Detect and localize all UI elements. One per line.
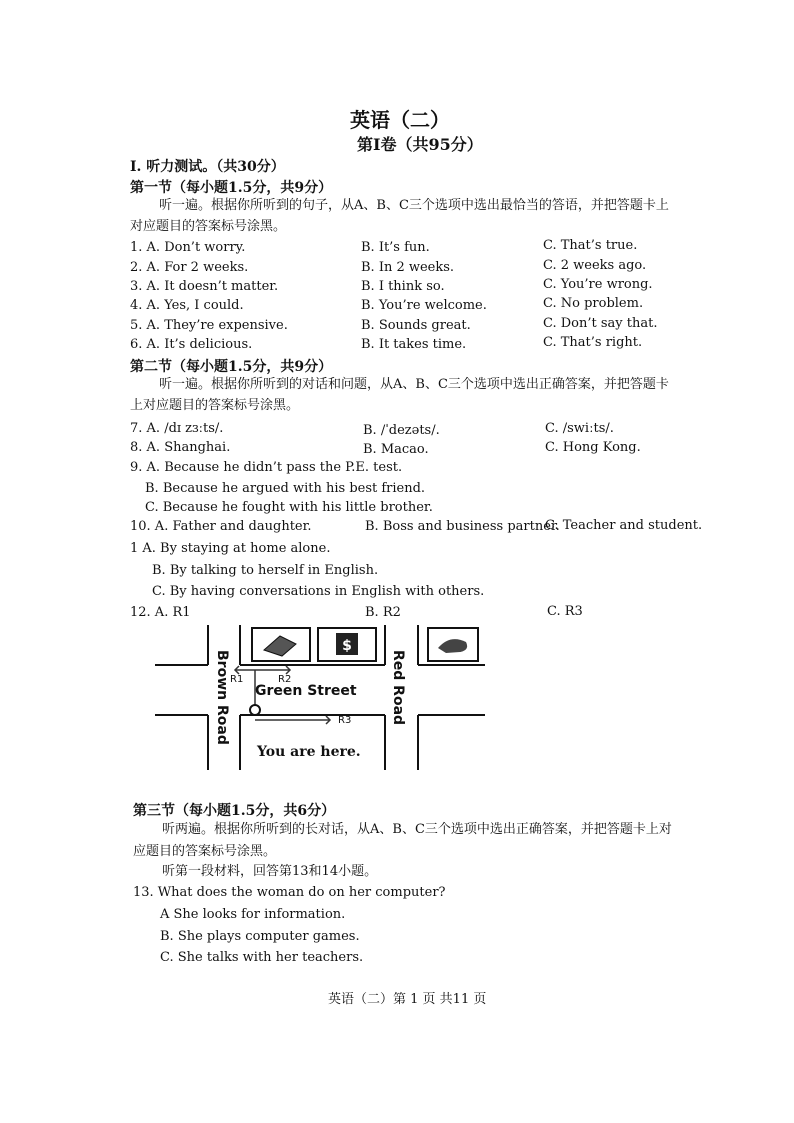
q2-option-b: B. In 2 weeks. — [361, 260, 455, 275]
q12-option-a: 12. A. R1 — [130, 605, 191, 620]
section3-instruction-cont: 应题目的答案标号涂黑。 — [133, 844, 277, 859]
section1-instruction-cont: 对应题目的答案标号涂黑。 — [130, 219, 287, 234]
section3-instruction: 听两遍。根据你所听到的长对话，从A、B、C三个选项中选出正确答案，并把答题卡上对 — [162, 822, 672, 837]
q9-option-b: B. Because he argued with his best friend. — [145, 481, 426, 496]
page-title: 英语（二） — [350, 108, 450, 132]
q10-option-c: C. Teacher and student. — [545, 518, 703, 533]
route-r2-label: R2 — [278, 674, 292, 685]
q3-option-c: C. You’re wrong. — [543, 277, 653, 292]
you-are-here-label: You are here. — [257, 744, 361, 760]
q12-street-map — [150, 620, 600, 780]
q11-option-c: C. By having conversations in English with others. — [152, 584, 485, 599]
q5-option-b: B. Sounds great. — [361, 318, 471, 333]
q6-option-a: 6. A. It’s delicious. — [130, 337, 253, 352]
part1-heading: I. 听力测试。（共30分） — [130, 159, 285, 175]
you-are-here-marker — [250, 705, 260, 715]
q1-option-c: C. That’s true. — [543, 238, 638, 253]
q4-option-c: C. No problem. — [543, 296, 644, 311]
q1-option-b: B. It’s fun. — [361, 240, 430, 255]
q12-option-b: B. R2 — [365, 605, 401, 620]
q10-option-a: 10. A. Father and daughter. — [130, 519, 312, 534]
q12-option-c: C. R3 — [547, 604, 583, 619]
section1-instruction: 听一遍。根据你所听到的句子，从A、B、C三个选项中选出最恰当的答语，并把答题卡上 — [159, 198, 669, 213]
q8-option-c: C. Hong Kong. — [545, 440, 641, 455]
q13-option-a: A She looks for information. — [160, 907, 346, 922]
q5-option-a: 5. A. They’re expensive. — [130, 318, 288, 333]
q11-option-b: B. By talking to herself in English. — [152, 563, 379, 578]
q7-option-c: C. /swiːts/. — [545, 421, 614, 436]
q7-option-b: B. /ˈdezəts/. — [363, 423, 440, 438]
green-street-label: Green Street — [255, 683, 357, 699]
bank-icon — [318, 628, 376, 661]
section2-heading: 第二节（每小题1.5分，共9分） — [130, 359, 333, 375]
q8-option-b: B. Macao. — [363, 442, 429, 457]
q6-option-c: C. That’s right. — [543, 335, 643, 350]
bank-sign: $ — [342, 638, 352, 654]
route-r1-label: R1 — [230, 674, 244, 685]
section2-instruction-cont: 上对应题目的答案标号涂黑。 — [130, 398, 300, 413]
book-shop-icon — [252, 628, 310, 661]
q8-option-a: 8. A. Shanghai. — [130, 440, 231, 455]
brown-road-label: Brown Road — [214, 650, 230, 745]
q13-option-b: B. She plays computer games. — [160, 929, 360, 944]
q6-option-b: B. It takes time. — [361, 337, 467, 352]
section3-material-note: 听第一段材料，回答第13和14小题。 — [162, 864, 378, 879]
section2-instruction: 听一遍。根据你所听到的对话和问题，从A、B、C三个选项中选出正确答案，并把答题卡 — [159, 377, 669, 392]
q3-option-a: 3. A. It doesn’t matter. — [130, 279, 279, 294]
q13-option-c: C. She talks with her teachers. — [160, 950, 364, 965]
q4-option-b: B. You’re welcome. — [361, 298, 487, 313]
q10-option-b: B. Boss and business partner. — [365, 519, 560, 534]
q13-stem: 13. What does the woman do on her computer? — [133, 885, 446, 900]
page-footer: 英语（二）第 1 页 共11 页 — [328, 992, 487, 1007]
q9-option-c: C. Because he fought with his little brother. — [145, 500, 433, 515]
pig-shop-icon — [428, 628, 478, 661]
q9-option-a: 9. A. Because he didn’t pass the P.E. test. — [130, 460, 403, 475]
paper-subtitle: 第Ⅰ卷（共95分） — [357, 135, 483, 154]
section1-heading: 第一节（每小题1.5分，共9分） — [130, 180, 333, 196]
route-r3-label: R3 — [338, 715, 352, 726]
red-road-label: Red Road — [390, 650, 406, 726]
q11-option-a: 1 A. By staying at home alone. — [130, 541, 331, 556]
q4-option-a: 4. A. Yes, I could. — [130, 298, 244, 313]
q2-option-a: 2. A. For 2 weeks. — [130, 260, 249, 275]
q1-option-a: 1. A. Don’t worry. — [130, 240, 246, 255]
q3-option-b: B. I think so. — [361, 279, 445, 294]
q5-option-c: C. Don’t say that. — [543, 316, 658, 331]
q2-option-c: C. 2 weeks ago. — [543, 258, 647, 273]
section3-heading: 第三节（每小题1.5分，共6分） — [133, 803, 336, 819]
q7-option-a: 7. A. /dɪ zɜːts/. — [130, 421, 224, 436]
